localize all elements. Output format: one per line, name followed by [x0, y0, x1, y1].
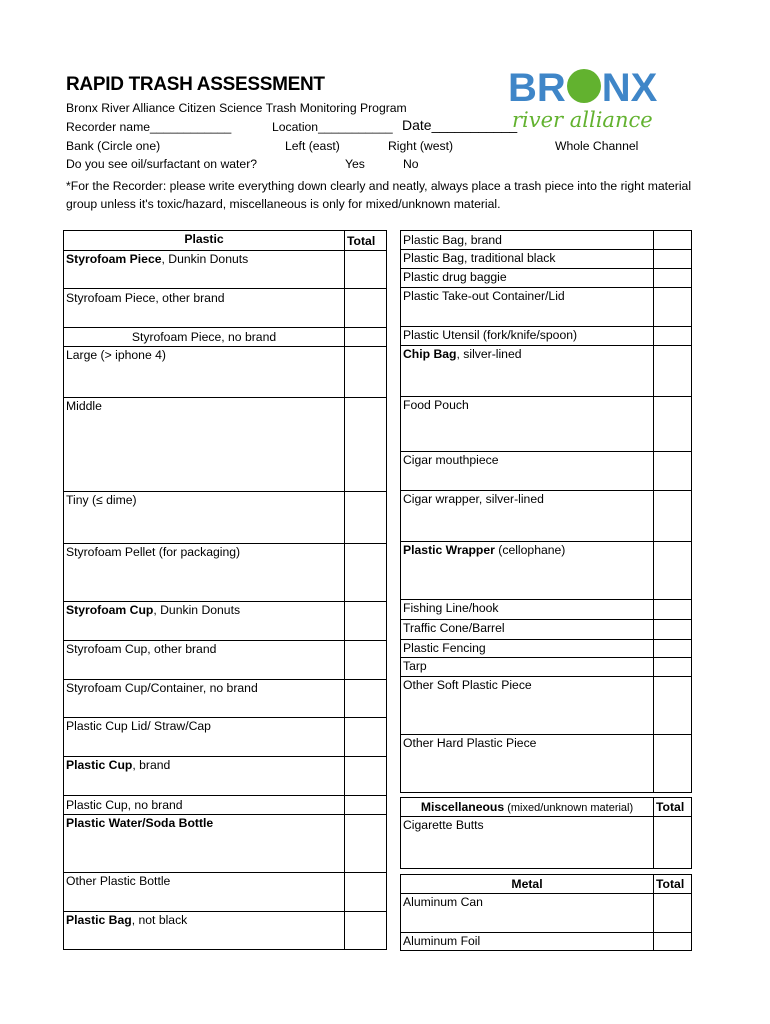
plastic-table-right — [400, 230, 692, 793]
logo-text-suffix: NX — [601, 66, 658, 110]
row-pellet: Styrofoam Pellet (for packaging) — [64, 544, 345, 602]
row-large: Large (> iphone 4) — [64, 347, 345, 398]
row-other-bottle: Other Plastic Bottle — [64, 873, 345, 912]
total-cell[interactable] — [345, 873, 387, 912]
metal-table — [400, 874, 692, 951]
misc-total-header: Total — [654, 798, 692, 817]
row-cup-dunkin: Styrofoam Cup, Dunkin Donuts — [64, 602, 345, 641]
total-header: Total — [345, 231, 387, 251]
total-cell[interactable] — [654, 250, 692, 269]
bronx-logo — [508, 66, 657, 110]
row-tarp: Tarp — [401, 658, 654, 677]
row-water-bottle: Plastic Water/Soda Bottle — [64, 815, 345, 873]
row-cigar-mouthpiece: Cigar mouthpiece — [401, 452, 654, 491]
plastic-table-left — [63, 230, 387, 950]
row-aluminum-foil: Aluminum Foil — [401, 933, 654, 951]
recorder-note: *For the Recorder: please write everything down clearly and neatly, always place a trash piece into the right material group unless it's toxic/hazard, miscellaneous is only for mixed/unknown material. — [66, 179, 692, 211]
total-cell[interactable] — [654, 346, 692, 397]
row-plastic-fencing: Plastic Fencing — [401, 640, 654, 658]
total-cell[interactable] — [345, 492, 387, 544]
row-plastic-wrapper: Plastic Wrapper (cellophane) — [401, 542, 654, 600]
row-food-pouch: Food Pouch — [401, 397, 654, 452]
plastic-header: Plastic — [64, 231, 345, 251]
total-cell[interactable] — [654, 452, 692, 491]
total-cell[interactable] — [345, 602, 387, 641]
total-cell[interactable] — [345, 815, 387, 873]
row-plastic-bag-not-black: Plastic Bag, not black — [64, 912, 345, 950]
row-plastic-cup-nobrand: Plastic Cup, no brand — [64, 796, 345, 815]
total-cell[interactable] — [345, 796, 387, 815]
bank-left-option[interactable]: Left (east) — [285, 139, 340, 153]
location-field[interactable]: Location___________ — [272, 120, 393, 134]
total-cell[interactable] — [345, 289, 387, 328]
total-cell[interactable] — [654, 933, 692, 951]
oil-no-option[interactable]: No — [403, 157, 419, 171]
misc-header: Miscellaneous (mixed/unknown material) — [401, 798, 654, 817]
row-drug-baggie: Plastic drug baggie — [401, 269, 654, 288]
row-bag-black: Plastic Bag, traditional black — [401, 250, 654, 269]
row-cup-other: Styrofoam Cup, other brand — [64, 641, 345, 680]
row-fishing-line: Fishing Line/hook — [401, 600, 654, 620]
total-cell[interactable] — [345, 544, 387, 602]
row-chip-bag: Chip Bag, silver-lined — [401, 346, 654, 397]
logo-script: river alliance — [512, 108, 653, 132]
row-hard-plastic: Other Hard Plastic Piece — [401, 735, 654, 793]
total-cell[interactable] — [654, 231, 692, 250]
metal-header: Metal — [401, 875, 654, 894]
total-cell[interactable] — [654, 327, 692, 346]
row-aluminum-can: Aluminum Can — [401, 894, 654, 933]
row-traffic-cone: Traffic Cone/Barrel — [401, 620, 654, 640]
miscellaneous-table — [400, 797, 692, 869]
oil-yes-option[interactable]: Yes — [345, 157, 365, 171]
row-takeout: Plastic Take-out Container/Lid — [401, 288, 654, 327]
total-cell[interactable] — [654, 640, 692, 658]
total-cell — [345, 328, 387, 347]
row-cup-container: Styrofoam Cup/Container, no brand — [64, 680, 345, 718]
total-cell[interactable] — [345, 912, 387, 950]
total-cell[interactable] — [345, 757, 387, 796]
program-name: Bronx River Alliance Citizen Science Trash Monitoring Program — [66, 101, 407, 115]
metal-total-header: Total — [654, 875, 692, 894]
total-cell[interactable] — [654, 894, 692, 933]
total-cell[interactable] — [654, 735, 692, 793]
row-soft-plastic: Other Soft Plastic Piece — [401, 677, 654, 735]
row-plastic-cup-brand: Plastic Cup, brand — [64, 757, 345, 796]
row-styrofoam-nobrand: Styrofoam Piece, no brand — [64, 328, 345, 347]
total-cell[interactable] — [345, 680, 387, 718]
row-middle: Middle — [64, 398, 345, 492]
row-cup-lid: Plastic Cup Lid/ Straw/Cap — [64, 718, 345, 757]
total-cell[interactable] — [654, 397, 692, 452]
total-cell[interactable] — [654, 288, 692, 327]
page-title: RAPID TRASH ASSESSMENT — [66, 74, 325, 95]
total-cell[interactable] — [654, 600, 692, 620]
row-tiny: Tiny (≤ dime) — [64, 492, 345, 544]
row-utensil: Plastic Utensil (fork/knife/spoon) — [401, 327, 654, 346]
row-styrofoam-dunkin: Styrofoam Piece, Dunkin Donuts — [64, 251, 345, 289]
logo-globe-icon — [567, 69, 601, 103]
total-cell[interactable] — [654, 817, 692, 869]
total-cell[interactable] — [654, 677, 692, 735]
total-cell[interactable] — [654, 658, 692, 677]
total-cell[interactable] — [345, 718, 387, 757]
row-bag-brand: Plastic Bag, brand — [401, 231, 654, 250]
bank-right-option[interactable]: Right (west) — [388, 139, 454, 153]
total-cell[interactable] — [654, 620, 692, 640]
total-cell[interactable] — [345, 641, 387, 680]
row-styrofoam-other: Styrofoam Piece, other brand — [64, 289, 345, 328]
total-cell[interactable] — [345, 251, 387, 289]
total-cell[interactable] — [345, 398, 387, 492]
total-cell[interactable] — [654, 269, 692, 288]
recorder-name-field[interactable]: Recorder name____________ — [66, 120, 232, 134]
logo-text-prefix: BR — [508, 66, 566, 110]
total-cell[interactable] — [345, 347, 387, 398]
total-cell[interactable] — [654, 491, 692, 542]
bank-label: Bank (Circle one) — [66, 139, 161, 153]
oil-question: Do you see oil/surfactant on water? — [66, 157, 258, 171]
bank-whole-channel-option[interactable]: Whole Channel — [555, 139, 639, 153]
total-cell[interactable] — [654, 542, 692, 600]
row-cigarette-butts: Cigarette Butts — [401, 817, 654, 869]
row-cigar-wrapper: Cigar wrapper, silver-lined — [401, 491, 654, 542]
date-field[interactable]: Date___________ — [402, 117, 518, 133]
